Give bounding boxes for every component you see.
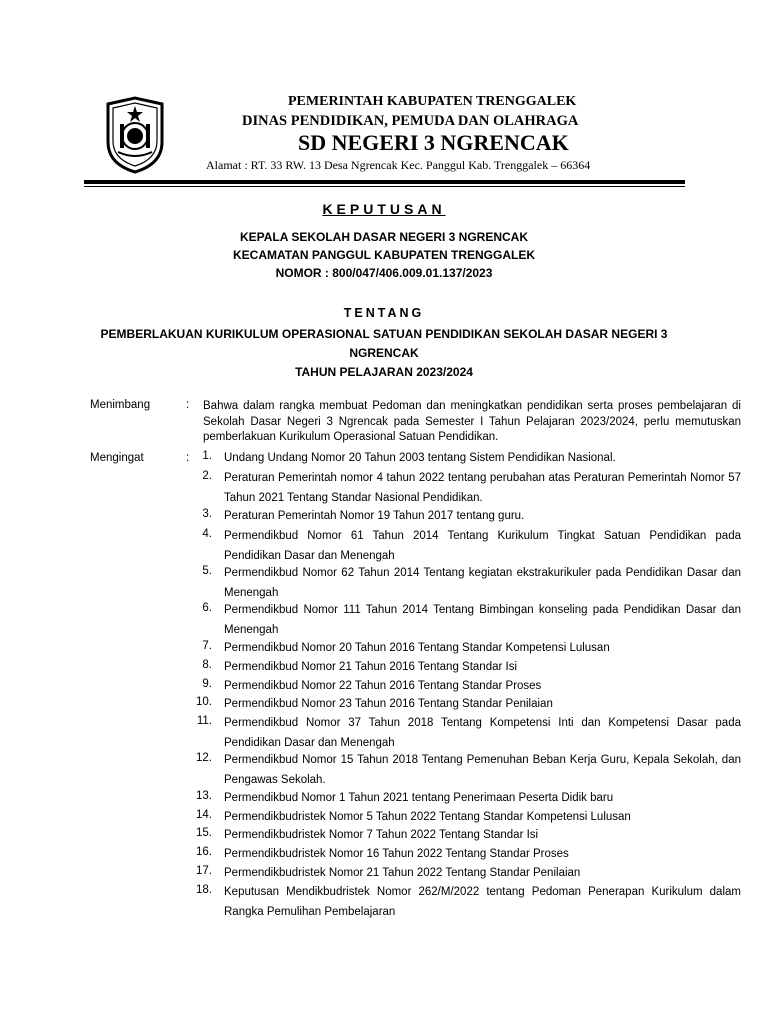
mengingat-item-number: 6.	[202, 602, 212, 614]
menimbang-colon: :	[186, 399, 190, 411]
mengingat-item-number: 1.	[202, 450, 212, 462]
mengingat-item: Permendikbudristek Nomor 16 Tahun 2022 Tentang Standar Proses	[224, 848, 569, 860]
mengingat-item-number: 10.	[196, 696, 212, 708]
document-title: KEPUTUSAN	[322, 201, 446, 217]
mengingat-item: Peraturan Pemerintah Nomor 19 Tahun 2017 tentang guru.	[224, 510, 525, 522]
issuer-line-2: KECAMATAN PANGGUL KABUPATEN TRENGGALEK	[233, 248, 535, 262]
mengingat-item-number: 8.	[202, 659, 212, 671]
mengingat-item: Permendikbud Nomor 111 Tahun 2014 Tentang Bimbingan konseling pada Pendidikan Dasar dan Menengah	[224, 604, 741, 636]
mengingat-item: Permendikbud Nomor 37 Tahun 2018 Tentang Kompetensi Inti dan Kompetensi Dasar pada Pendidikan Dasar dan Menengah	[224, 717, 741, 749]
mengingat-item-number: 2.	[202, 470, 212, 482]
decree-number: NOMOR : 800/047/406.009.01.137/2023	[275, 266, 493, 280]
letterhead-school-name: SD NEGERI 3 NGRENCAK	[298, 130, 569, 155]
mengingat-item: Permendikbud Nomor 22 Tahun 2016 Tentang Standar Proses	[224, 680, 542, 692]
mengingat-item: Undang Undang Nomor 20 Tahun 2003 tentang Sistem Pendidikan Nasional.	[224, 452, 616, 464]
mengingat-item-number: 16.	[196, 846, 212, 858]
issuer-line-1: KEPALA SEKOLAH DASAR NEGERI 3 NGRENCAK	[239, 230, 529, 244]
menimbang-text: Bahwa dalam rangka membuat Pedoman dan meningkatkan pendidikan serta proses pembelajaran di Sekolah Dasar Negeri 3 Ngrencak pada Semester I Tahun Pelajaran 2023/2024, perlu memutuskan pemberlakuan Kurikulum Operasional Satuan Pendidikan.	[203, 400, 741, 443]
letterhead-department: DINAS PENDIDIKAN, PEMUDA DAN OLAHRAGA	[242, 113, 579, 129]
mengingat-item: Permendikbud Nomor 21 Tahun 2016 Tentang Standar Isi	[224, 661, 518, 673]
mengingat-label: Mengingat	[90, 452, 144, 464]
mengingat-item-number: 5.	[202, 565, 212, 577]
mengingat-item-number: 3.	[202, 508, 212, 520]
mengingat-item-number: 17.	[196, 865, 212, 877]
about-line-1: PEMBERLAKUAN KURIKULUM OPERASIONAL SATUAN PENDIDIKAN SEKOLAH DASAR NEGERI 3	[100, 327, 668, 341]
mengingat-item-number: 9.	[202, 678, 212, 690]
mengingat-item: Permendikbud Nomor 23 Tahun 2016 Tentang Standar Penilaian	[224, 698, 553, 710]
mengingat-item: Permendikbudristek Nomor 21 Tahun 2022 Tentang Standar Penilaian	[224, 867, 581, 879]
mengingat-item: Permendikbudristek Nomor 5 Tahun 2022 Tentang Standar Kompetensi Lulusan	[224, 811, 631, 823]
mengingat-item: Permendikbud Nomor 61 Tahun 2014 Tentang Kurikulum Tingkat Satuan Pendidikan pada Pendidikan Dasar dan Menengah	[224, 530, 741, 562]
mengingat-colon: :	[186, 452, 190, 464]
letterhead-rule-thick	[84, 180, 685, 184]
mengingat-item-number: 15.	[196, 827, 212, 839]
mengingat-item-number: 7.	[202, 640, 212, 652]
about-line-3: TAHUN PELAJARAN 2023/2024	[295, 365, 473, 379]
mengingat-item: Permendikbud Nomor 62 Tahun 2014 Tentang kegiatan ekstrakurikuler pada Pendidikan Dasar dan Menengah	[224, 567, 741, 599]
regency-crest-logo	[104, 94, 166, 174]
about-line-2: NGRENCAK	[349, 346, 419, 360]
mengingat-item-number: 13.	[196, 790, 212, 802]
about-heading: TENTANG	[343, 306, 425, 320]
mengingat-item: Keputusan Mendikbudristek Nomor 262/M/2022 tentang Pedoman Penerapan Kurikulum dalam Rangka Pemulihan Pembelajaran	[224, 886, 741, 918]
mengingat-item-number: 14.	[196, 809, 212, 821]
mengingat-item: Permendikbud Nomor 15 Tahun 2018 Tentang Pemenuhan Beban Kerja Guru, Kepala Sekolah, dan Pengawas Sekolah.	[224, 754, 741, 786]
mengingat-item-number: 12.	[196, 752, 212, 764]
mengingat-item: Permendikbudristek Nomor 7 Tahun 2022 Tentang Standar Isi	[224, 829, 539, 841]
mengingat-item: Permendikbud Nomor 1 Tahun 2021 tentang Penerimaan Peserta Didik baru	[224, 792, 614, 804]
letterhead-address: Alamat : RT. 33 RW. 13 Desa Ngrencak Kec. Panggul Kab. Trenggalek – 66364	[206, 158, 591, 172]
letterhead-rule-thin	[84, 186, 685, 187]
mengingat-item-number: 11.	[196, 715, 212, 727]
mengingat-item-number: 18.	[196, 884, 212, 896]
mengingat-item: Permendikbud Nomor 20 Tahun 2016 Tentang Standar Kompetensi Lulusan	[224, 642, 610, 654]
letterhead-government: PEMERINTAH KABUPATEN TRENGGALEK	[288, 94, 577, 109]
mengingat-item-number: 4.	[202, 528, 212, 540]
menimbang-label: Menimbang	[90, 399, 151, 411]
mengingat-item: Peraturan Pemerintah nomor 4 tahun 2022 tentang perubahan atas Peraturan Pemerintah Nomor 57 Tahun 2021 Tentang Standar Nasional Pendidikan.	[224, 472, 741, 504]
